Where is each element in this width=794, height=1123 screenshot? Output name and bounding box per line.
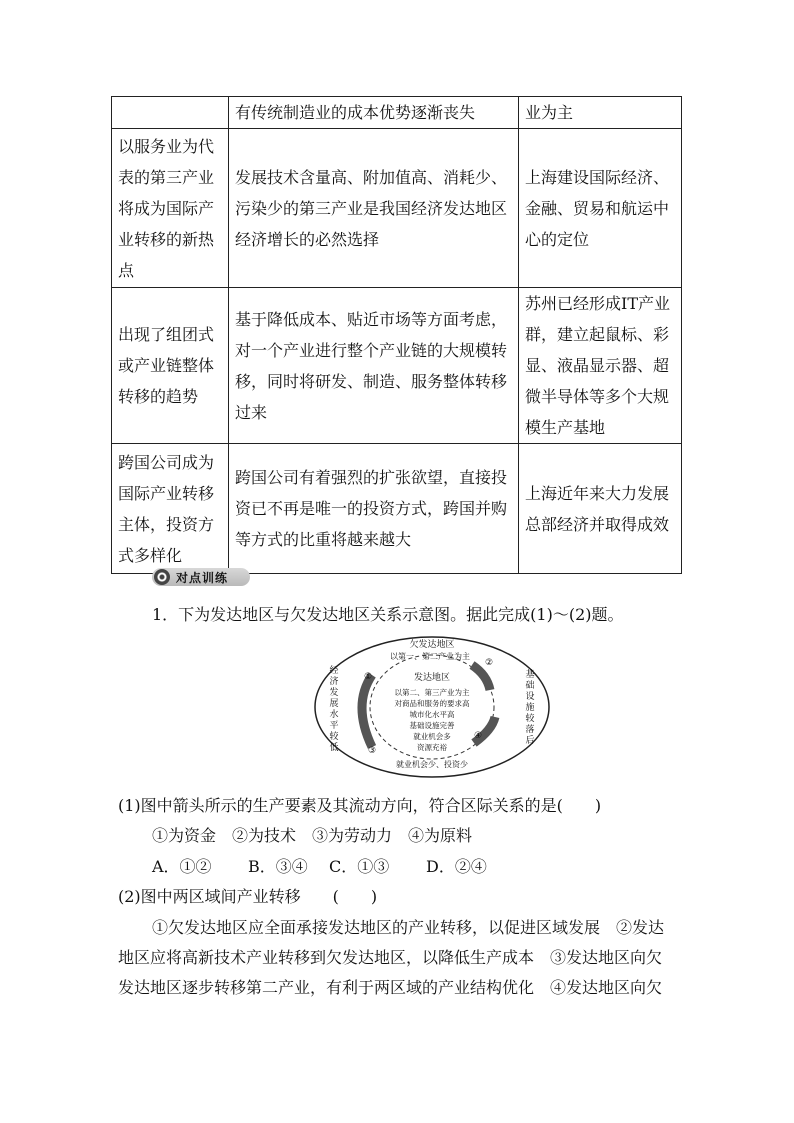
right-label-char: 较	[525, 714, 535, 724]
outer-title: 欠发达地区	[409, 640, 455, 650]
marker-2: ②	[485, 658, 494, 668]
section-badge-label: 对点训练	[176, 570, 229, 585]
left-label-char: 济	[329, 677, 339, 687]
option-b: B．③④	[248, 857, 308, 876]
option-c: C．①③	[329, 857, 390, 876]
target-icon	[154, 569, 170, 585]
question-2-line-1: ①欠发达地区应全面承接发达地区的产业转移，以促进区域发展 ②发达	[152, 918, 665, 937]
industry-transfer-table	[111, 96, 682, 574]
left-label-char: 展	[329, 699, 339, 709]
table-row	[112, 288, 682, 444]
table-cell: 苏州已经形成IT产业群，建立起鼠标、彩显、液晶显示器、超微半导体等多个大规模生产基地	[519, 288, 682, 444]
question-2-line-3: 发达地区逐步转移第二产业，有利于两区域的产业结构优化 ④发达地区向欠	[118, 978, 663, 997]
table-cell: 以服务业为代表的第三产业将成为国际产业转移的新热点	[112, 129, 229, 288]
inner-title: 发达地区	[413, 673, 451, 683]
question-1: (1)图中箭头所示的生产要素及其流动方向，符合区际关系的是( )	[118, 796, 602, 815]
table-row	[112, 129, 682, 288]
left-label-char: 平	[329, 721, 339, 731]
table-cell: 出现了组团式或产业链整体转移的趋势	[112, 288, 229, 444]
table-row	[112, 444, 682, 574]
inner-line: 资源充裕	[417, 743, 447, 752]
inner-line: 就业机会多	[413, 732, 451, 741]
question-1-items: ①为资金 ②为技术 ③为劳动力 ④为原料	[152, 826, 473, 845]
marker-1: ①	[364, 672, 373, 682]
table-cell: 跨国公司有着强烈的扩张欲望，直接投资已不再是唯一的投资方式，跨国并购等方式的比重将越来越大	[229, 444, 519, 574]
inner-line: 对商品和服务的要求高	[394, 699, 470, 708]
table-cell: 基于降低成本、贴近市场等方面考虑，对一个产业进行整个产业链的大规模转移，同时将研发、制造、服务整体转移过来	[229, 288, 519, 444]
left-label-char: 较	[329, 732, 339, 742]
inner-lines	[395, 687, 470, 752]
left-label-char: 发	[329, 688, 339, 698]
table-cell	[112, 97, 229, 129]
table-cell: 有传统制造业的成本优势逐渐丧失	[229, 97, 519, 129]
right-label-char: 施	[525, 703, 535, 713]
inner-line: 以第二、第三产业为主	[394, 688, 470, 697]
bottom-label: 就业机会少、投资少	[396, 760, 468, 769]
section-badge	[152, 568, 250, 586]
right-label-char: 落	[525, 725, 535, 735]
marker-3: ③	[368, 746, 377, 756]
left-vertical-label	[329, 664, 339, 753]
right-label-char: 基	[525, 670, 535, 680]
arrow-top-right	[472, 665, 490, 690]
table-cell: 业为主	[519, 97, 682, 129]
left-label-char: 水	[329, 710, 339, 720]
right-vertical-label	[525, 668, 535, 746]
question-intro: 1．下为发达地区与欠发达地区关系示意图。据此完成(1)～(2)题。	[152, 605, 624, 624]
right-label-char: 设	[525, 692, 535, 702]
table-cell: 发展技术含量高、附加值高、消耗少、污染少的第三产业是我国经济发达地区经济增长的必然选择	[229, 129, 519, 288]
region-relationship-diagram	[312, 635, 552, 785]
right-label-char: 础	[525, 681, 535, 691]
option-d: D．②④	[426, 857, 487, 876]
table-cell: 跨国公司成为国际产业转移主体，投资方式多样化	[112, 444, 229, 574]
table-row	[112, 97, 682, 129]
right-label-char: 后	[525, 736, 535, 746]
question-2: (2)图中两区域间产业转移 ( )	[118, 887, 378, 906]
inner-line: 基础设施完善	[409, 721, 455, 730]
left-label-char: 经	[329, 666, 339, 676]
inner-line: 城市化水平高	[409, 710, 455, 719]
option-a: A．①②	[152, 857, 212, 876]
left-label-char: 低	[329, 743, 339, 753]
table-cell: 上海近年来大力发展总部经济并取得成效	[519, 444, 682, 574]
marker-4: ④	[474, 731, 483, 741]
outer-subtitle: 以第一、第二产业为主	[390, 652, 470, 661]
question-2-line-2: 地区应将高新技术产业转移到欠发达地区，以降低生产成本 ③发达地区向欠	[118, 948, 663, 967]
table-cell: 上海建设国际经济、金融、贸易和航运中心的定位	[519, 129, 682, 288]
